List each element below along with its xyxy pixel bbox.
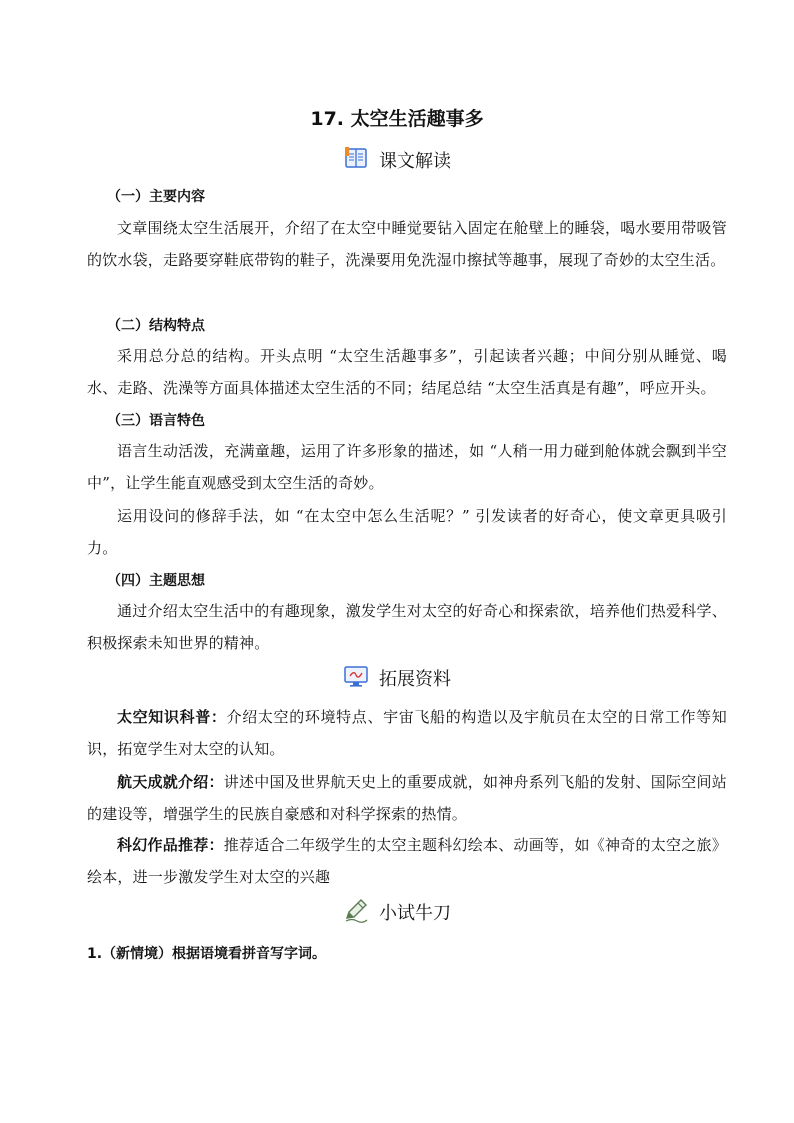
paragraph-theme: 通过介绍太空生活中的有趣现象，激发学生对太空的好奇心和探索欲，培养他们热爱科学、积极探索未知世界的精神。 xyxy=(87,602,727,652)
extension-item-science xyxy=(87,701,727,765)
section-heading-reading-label: 课文解读 xyxy=(379,151,451,172)
extension-item-science-text: 介绍太空的环境特点、宇宙飞船的构造以及宇航员在太空的日常工作等知识，拓宽学生对太空的认知。 xyxy=(87,708,728,758)
subtitle-theme: （四）主题思想 xyxy=(107,573,205,589)
paragraph-language-1: 语言生动活泼，充满童趣，运用了许多形象的描述，如 “人稍一用力碰到舱体就会飘到半空中”，让学生能直观感受到太空生活的奇妙。 xyxy=(87,442,727,492)
extension-item-achievements-label: 航天成就介绍： xyxy=(117,773,224,791)
subtitle-language: （三）语言特色 xyxy=(107,413,205,429)
extension-item-scifi xyxy=(87,829,727,893)
section-heading-practice xyxy=(0,898,794,926)
paragraph-structure: 采用总分总的结构。开头点明 “太空生活趣事多”，引起读者兴趣；中间分别从睡觉、喝水、走路、洗澡等方面具体描述太空生活的不同；结尾总结 “太空生活真是有趣”，呼应开头。 xyxy=(87,347,727,397)
extension-item-science-label: 太空知识科普： xyxy=(117,708,227,726)
section-heading-practice-label: 小试牛刀 xyxy=(379,903,451,924)
monitor-icon xyxy=(343,663,369,694)
section-heading-reading xyxy=(0,146,794,174)
book-icon xyxy=(343,145,369,176)
section-heading-extension-label: 拓展资料 xyxy=(379,669,451,690)
page-title: 17. 太空生活趣事多 xyxy=(310,108,484,130)
subtitle-main-content: （一）主要内容 xyxy=(107,189,205,205)
pencil-icon xyxy=(343,897,369,928)
section-heading-extension xyxy=(0,664,794,692)
paragraph-language-2: 运用设问的修辞手法，如 “在太空中怎么生活呢？” 引发读者的好奇心，使文章更具吸引力。 xyxy=(87,507,727,557)
question-1: 1.（新情境）根据语境看拼音写字词。 xyxy=(87,946,327,962)
extension-item-achievements-text: 讲述中国及世界航天史上的重要成就，如神舟系列飞船的发射、国际空间站的建设等，增强学生的民族自豪感和对科学探索的热情。 xyxy=(87,773,727,823)
paragraph-main-content: 文章围绕太空生活展开，介绍了在太空中睡觉要钻入固定在舱壁上的睡袋，喝水要用带吸管的饮水袋，走路要穿鞋底带钩的鞋子，洗澡要用免洗湿巾擦拭等趣事，展现了奇妙的太空生活。 xyxy=(87,219,727,269)
extension-item-scifi-text: 推荐适合二年级学生的太空主题科幻绘本、动画等，如《神奇的太空之旅》绘本，进一步激发学生对太空的兴趣 xyxy=(87,836,727,886)
extension-item-achievements xyxy=(87,766,727,830)
extension-item-scifi-label: 科幻作品推荐： xyxy=(117,836,224,854)
subtitle-structure: （二）结构特点 xyxy=(107,318,205,334)
